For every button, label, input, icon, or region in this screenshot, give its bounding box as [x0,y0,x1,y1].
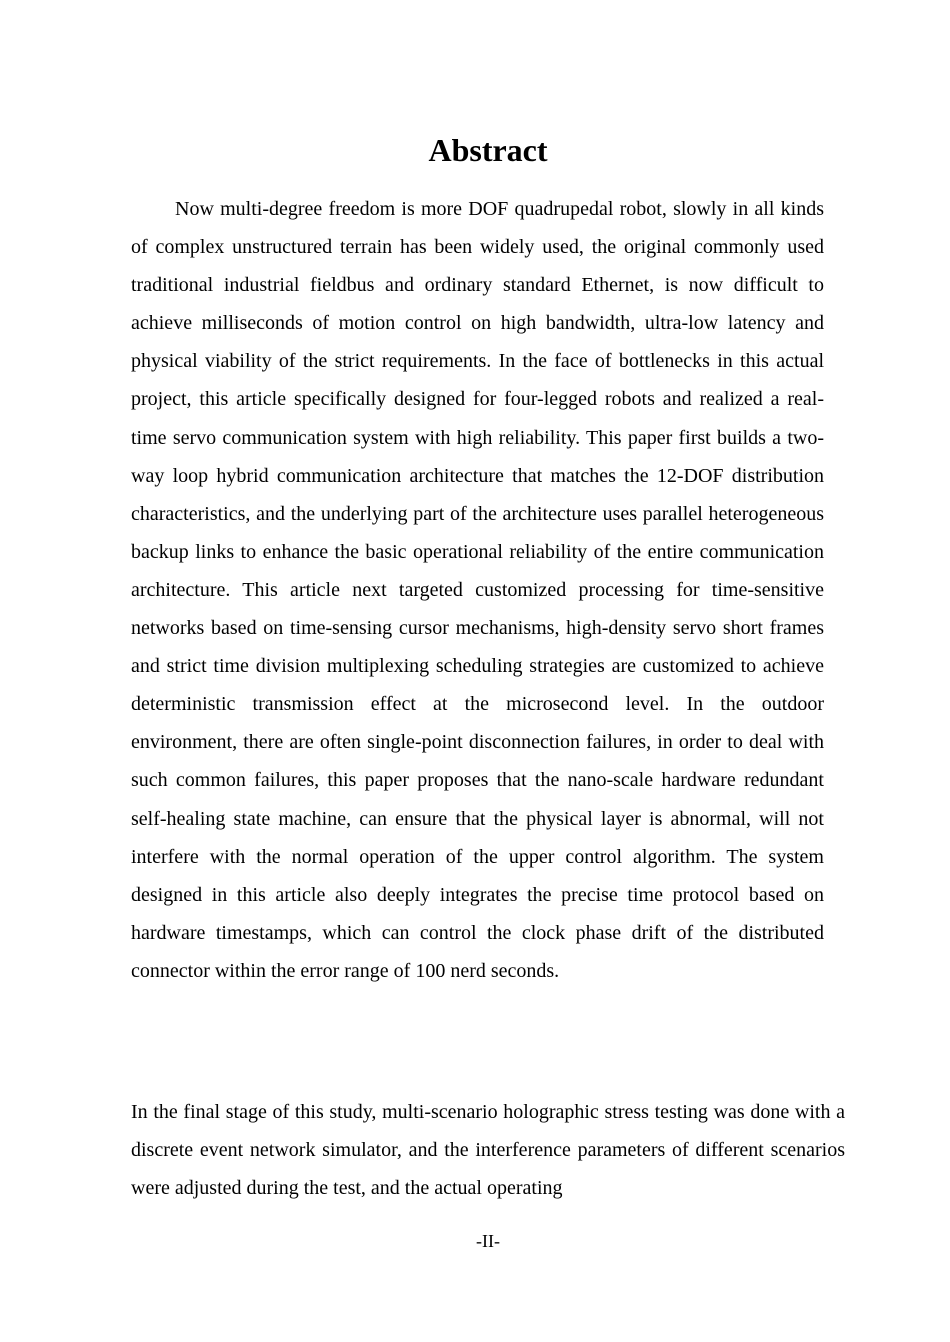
abstract-paragraph-2: In the final stage of this study, multi-scenario holographic stress testing was done with a discrete event network simulator, and the interference parameters of different scenarios were adjusted during the test, and the actual operating [131,1101,845,1200]
abstract-paragraph-1: Now multi-degree freedom is more DOF quadrupedal robot, slowly in all kinds of complex unstructured terrain has been widely used, the original commonly used traditional industrial fieldbus and ordinary standard Ethernet, is now difficult to achieve milliseconds of motion control on high bandwidth, ultra-low latency and physical viability of the strict requirements. In the face of bottlenecks in this actual project, this article specifically designed for four-legged robots and realized a real-time servo communication system with high reliability. This paper first builds a two-way loop hybrid communication architecture that matches the 12-DOF distribution characteristics, and the underlying part of the architecture uses parallel heterogeneous backup links to enhance the basic operational reliability of the entire communication architecture. This article next targeted customized processing for time-sensitive networks based on time-sensing cursor mechanisms, high-density servo short frames and strict time division multiplexing scheduling strategies are customized to achieve deterministic transmission effect at the microsecond level. In the outdoor environment, there are often single-point disconnection failures, in order to deal with such common failures, this paper proposes that the nano-scale hardware redundant self-healing state machine, can ensure that the physical layer is abnormal, will not interfere with the normal operation of the upper control algorithm. The system designed in this article also deeply integrates the precise time protocol based on hardware timestamps, which can control the clock phase drift of the distributed connector within the error range of 100 nerd seconds. [131,198,824,982]
page-number: -II- [476,1231,500,1251]
page-title: Abstract [428,132,548,168]
